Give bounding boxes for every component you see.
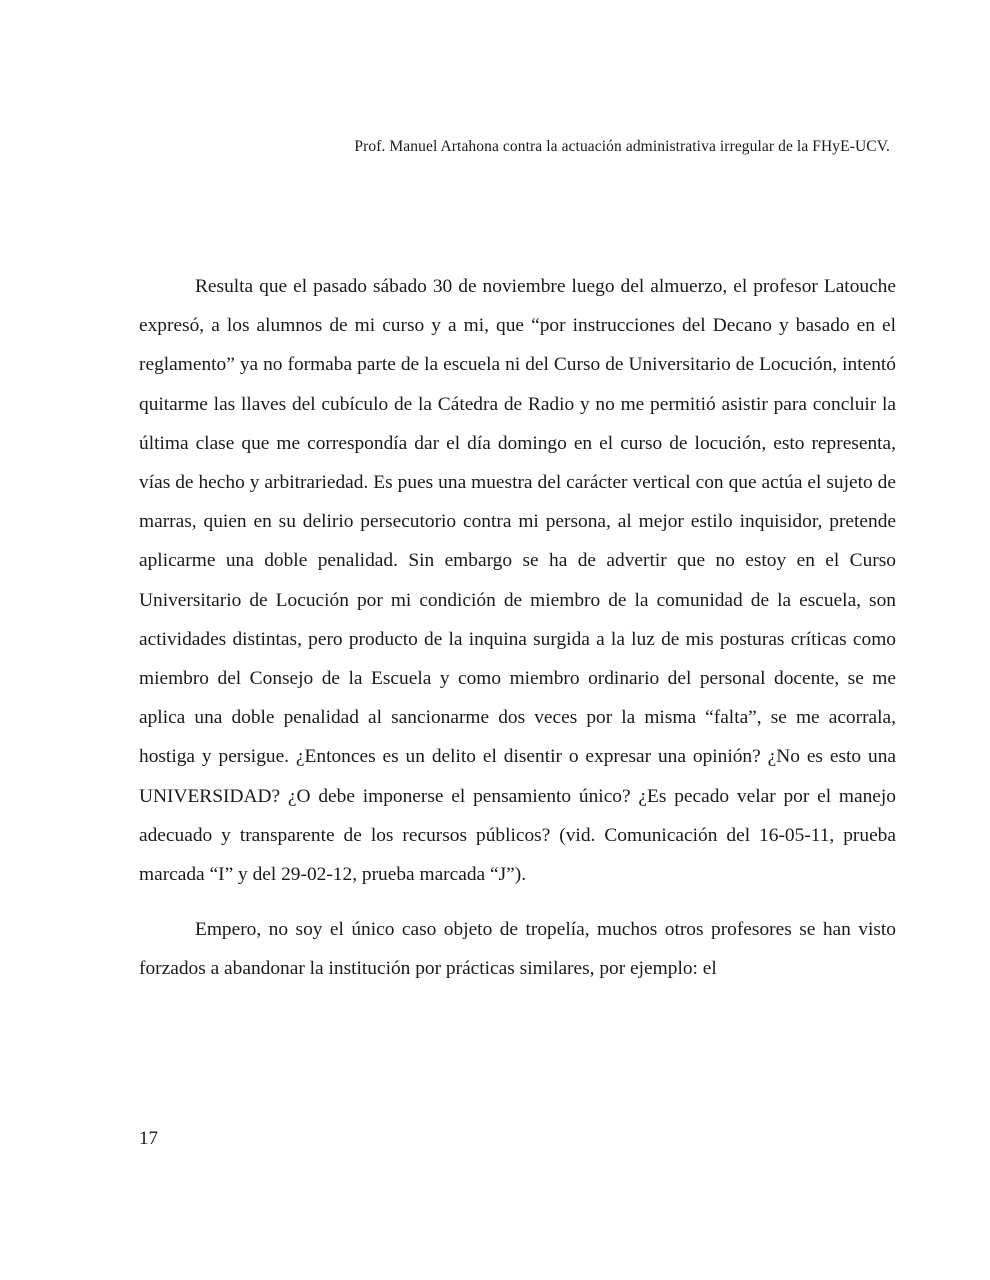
paragraph-2: Empero, no soy el único caso objeto de tropelía, muchos otros profesores se han visto forzados a abandonar la institución por prácticas similares, por ejemplo: el [139,919,896,980]
body-text [139,267,896,989]
paragraph-1: Resulta que el pasado sábado 30 de noviembre luego del almuerzo, el profesor Latouche expresó, a los alumnos de mi curso y a mi, que “por instrucciones del Decano y basado en el reglamento” ya no formaba parte de la escuela ni del Curso de Universitario de Locución, intentó quitarme las llaves del cubículo de la Cátedra de Radio y no me permitió asistir para concluir la última clase que me correspondía dar el día domingo en el curso de locución, esto representa, vías de hecho y arbitrariedad. Es pues una muestra del carácter vertical con que actúa el sujeto de marras, quien en su delirio persecutorio contra mi persona, al mejor estilo inquisidor, pretende aplicarme una doble penalidad. Sin embargo se ha de advertir que no estoy en el Curso Universitario de Locución por mi condición de miembro de la comunidad de la escuela, son actividades distintas, pero producto de la inquina surgida a la luz de mis posturas críticas como miembro del Consejo de la Escuela y como miembro ordinario del personal docente, se me aplica una doble penalidad al sancionarme dos veces por la misma “falta”, se me acorrala, hostiga y persigue. ¿Entonces es un delito el disentir o expresar una opinión? ¿No es esto una UNIVERSIDAD? ¿O debe imponerse el pensamiento único? ¿Es pecado velar por el manejo adecuado y transparente de los recursos públicos? (vid. Comunicación del 16-05-11, prueba marcada “I” y del 29-02-12, prueba marcada “J”). [139,276,896,886]
page-number: 17 [139,1128,158,1149]
running-header: Prof. Manuel Artahona contra la actuación administrativa irregular de la FHyE-UCV. [354,138,890,155]
